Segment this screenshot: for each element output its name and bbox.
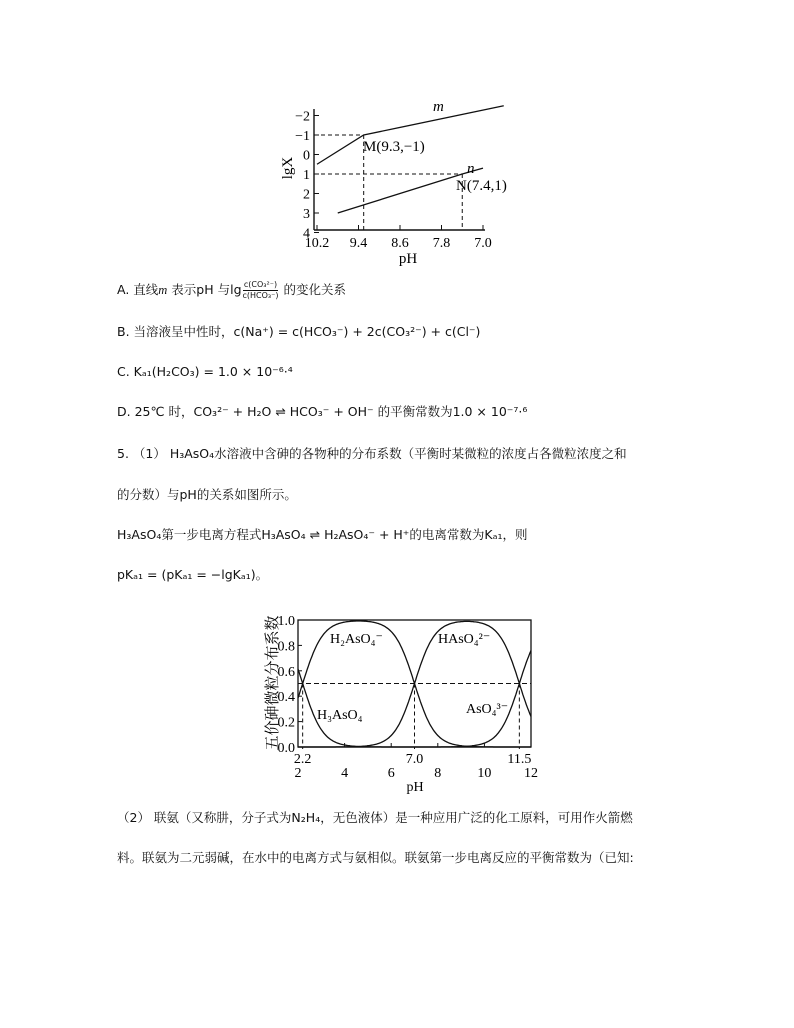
fig2-ylabel: 五价砷微粒分布系数 <box>263 615 281 751</box>
fig1-y-tick-label: 4 <box>303 226 310 242</box>
figure-arsenic-distribution <box>0 600 794 800</box>
q5-part1-line2: 的分数）与pH的关系如图所示。 <box>117 487 297 502</box>
fig2-y-tick-label: 0.4 <box>277 690 295 706</box>
fig1-y-tick-label: −1 <box>295 129 310 144</box>
label-aso4: AsO₄³⁻ <box>466 702 509 717</box>
fig1-y-tick-label: 2 <box>303 187 310 203</box>
fig1-x-tick-label: 10.2 <box>304 236 330 251</box>
fig1-x-tick-label: 9.4 <box>349 236 368 251</box>
option-a-mid: 表示pH 与lg <box>167 282 242 297</box>
fig2-x-tick-label: 12 <box>524 766 538 781</box>
fig1-y-tick-label: 0 <box>303 148 310 164</box>
fig2-pka-label: 2.2 <box>293 752 312 767</box>
fig1-x-tick-label: 7.0 <box>474 236 492 251</box>
option-a-den: c(HCO₃⁻) <box>242 291 279 300</box>
label-h3aso4: H₃AsO₄ <box>317 708 363 723</box>
fig2-xlabel: pH <box>406 780 424 795</box>
label-haso4: HAsO₄²⁻ <box>438 632 491 647</box>
q5-part1-line4: pKₐ₁ = (pKₐ₁ = −lgKₐ₁)。 <box>117 567 269 582</box>
fig2-y-tick-label: 0.8 <box>277 639 295 655</box>
option-c: C. Kₐ₁(H₂CO₃) = 1.0 × 10⁻⁶·⁴ <box>117 364 293 379</box>
fig2-axes <box>278 614 539 781</box>
fig2-x-tick-label: 10 <box>477 766 492 781</box>
option-a-num: c(CO₃²⁻) <box>243 280 278 289</box>
fig2-pka-label: 7.0 <box>405 752 424 767</box>
point-n-label: N(7.4,1) <box>456 178 507 194</box>
fig2-y-tick-label: 0.0 <box>277 741 295 756</box>
fig1-ylabel: lgX <box>280 156 296 180</box>
q5-part1-line1: 5. （1） H₃AsO₄水溶液中含砷的各物种的分布系数（平衡时某微粒的浓度占各微粒浓度之和 <box>117 446 627 461</box>
fig2-y-tick-label: 0.2 <box>277 715 295 731</box>
line-m-label: m <box>433 99 444 115</box>
fig2-x-tick-label: 6 <box>387 766 395 781</box>
option-a-prefix: A. 直线 <box>117 282 159 297</box>
fig2-pka-label: 11.5 <box>507 752 532 767</box>
fig2-x-tick-label: 8 <box>434 766 442 781</box>
fig1-xlabel: pH <box>398 251 418 267</box>
q5-part2-line1: （2） 联氨（又称肼，分子式为N₂H₄，无色液体）是一种应用广泛的化工原料，可用作火箭燃 <box>117 810 633 825</box>
line-n-label: n <box>467 161 475 177</box>
option-a-suffix: 的变化关系 <box>279 282 346 297</box>
fig1-y-tick-label: −2 <box>295 109 310 125</box>
fig2-y-tick-label: 0.6 <box>277 664 295 680</box>
option-a <box>117 280 346 301</box>
fig2-x-tick-label: 2 <box>294 766 302 781</box>
fig1-x-tick-label: 8.6 <box>391 236 409 251</box>
fig1-y-tick-label: 3 <box>303 207 310 222</box>
q5-part1-line3: H₃AsO₄第一步电离方程式H₃AsO₄ ⇌ H₂AsO₄⁻ + H⁺的电离常数为Kₐ₁，则 <box>117 527 528 542</box>
fig1-y-tick-label: 1 <box>303 168 310 183</box>
fig2-y-tick-label: 1.0 <box>277 614 295 629</box>
option-a-fraction <box>243 280 279 301</box>
option-b: B. 当溶液呈中性时，c(Na⁺) = c(HCO₃⁻) + 2c(CO₃²⁻) + c(Cl⁻) <box>117 324 481 339</box>
q5-part2-line2: 料。联氨为二元弱碱，在水中的电离方式与氨相似。联氨第一步电离反应的平衡常数为（已知: <box>117 850 634 865</box>
option-d: D. 25℃ 时，CO₃²⁻ + H₂O ⇌ HCO₃⁻ + OH⁻ 的平衡常数为1.0 × 10⁻⁷·⁶ <box>117 404 528 419</box>
fig2-x-tick-label: 4 <box>341 766 349 781</box>
point-m-label: M(9.3,−1) <box>363 139 425 155</box>
fig1-x-tick-label: 7.8 <box>432 236 451 251</box>
option-a-m: m <box>158 283 168 297</box>
label-h2aso4: H₂AsO₄⁻ <box>330 632 383 647</box>
